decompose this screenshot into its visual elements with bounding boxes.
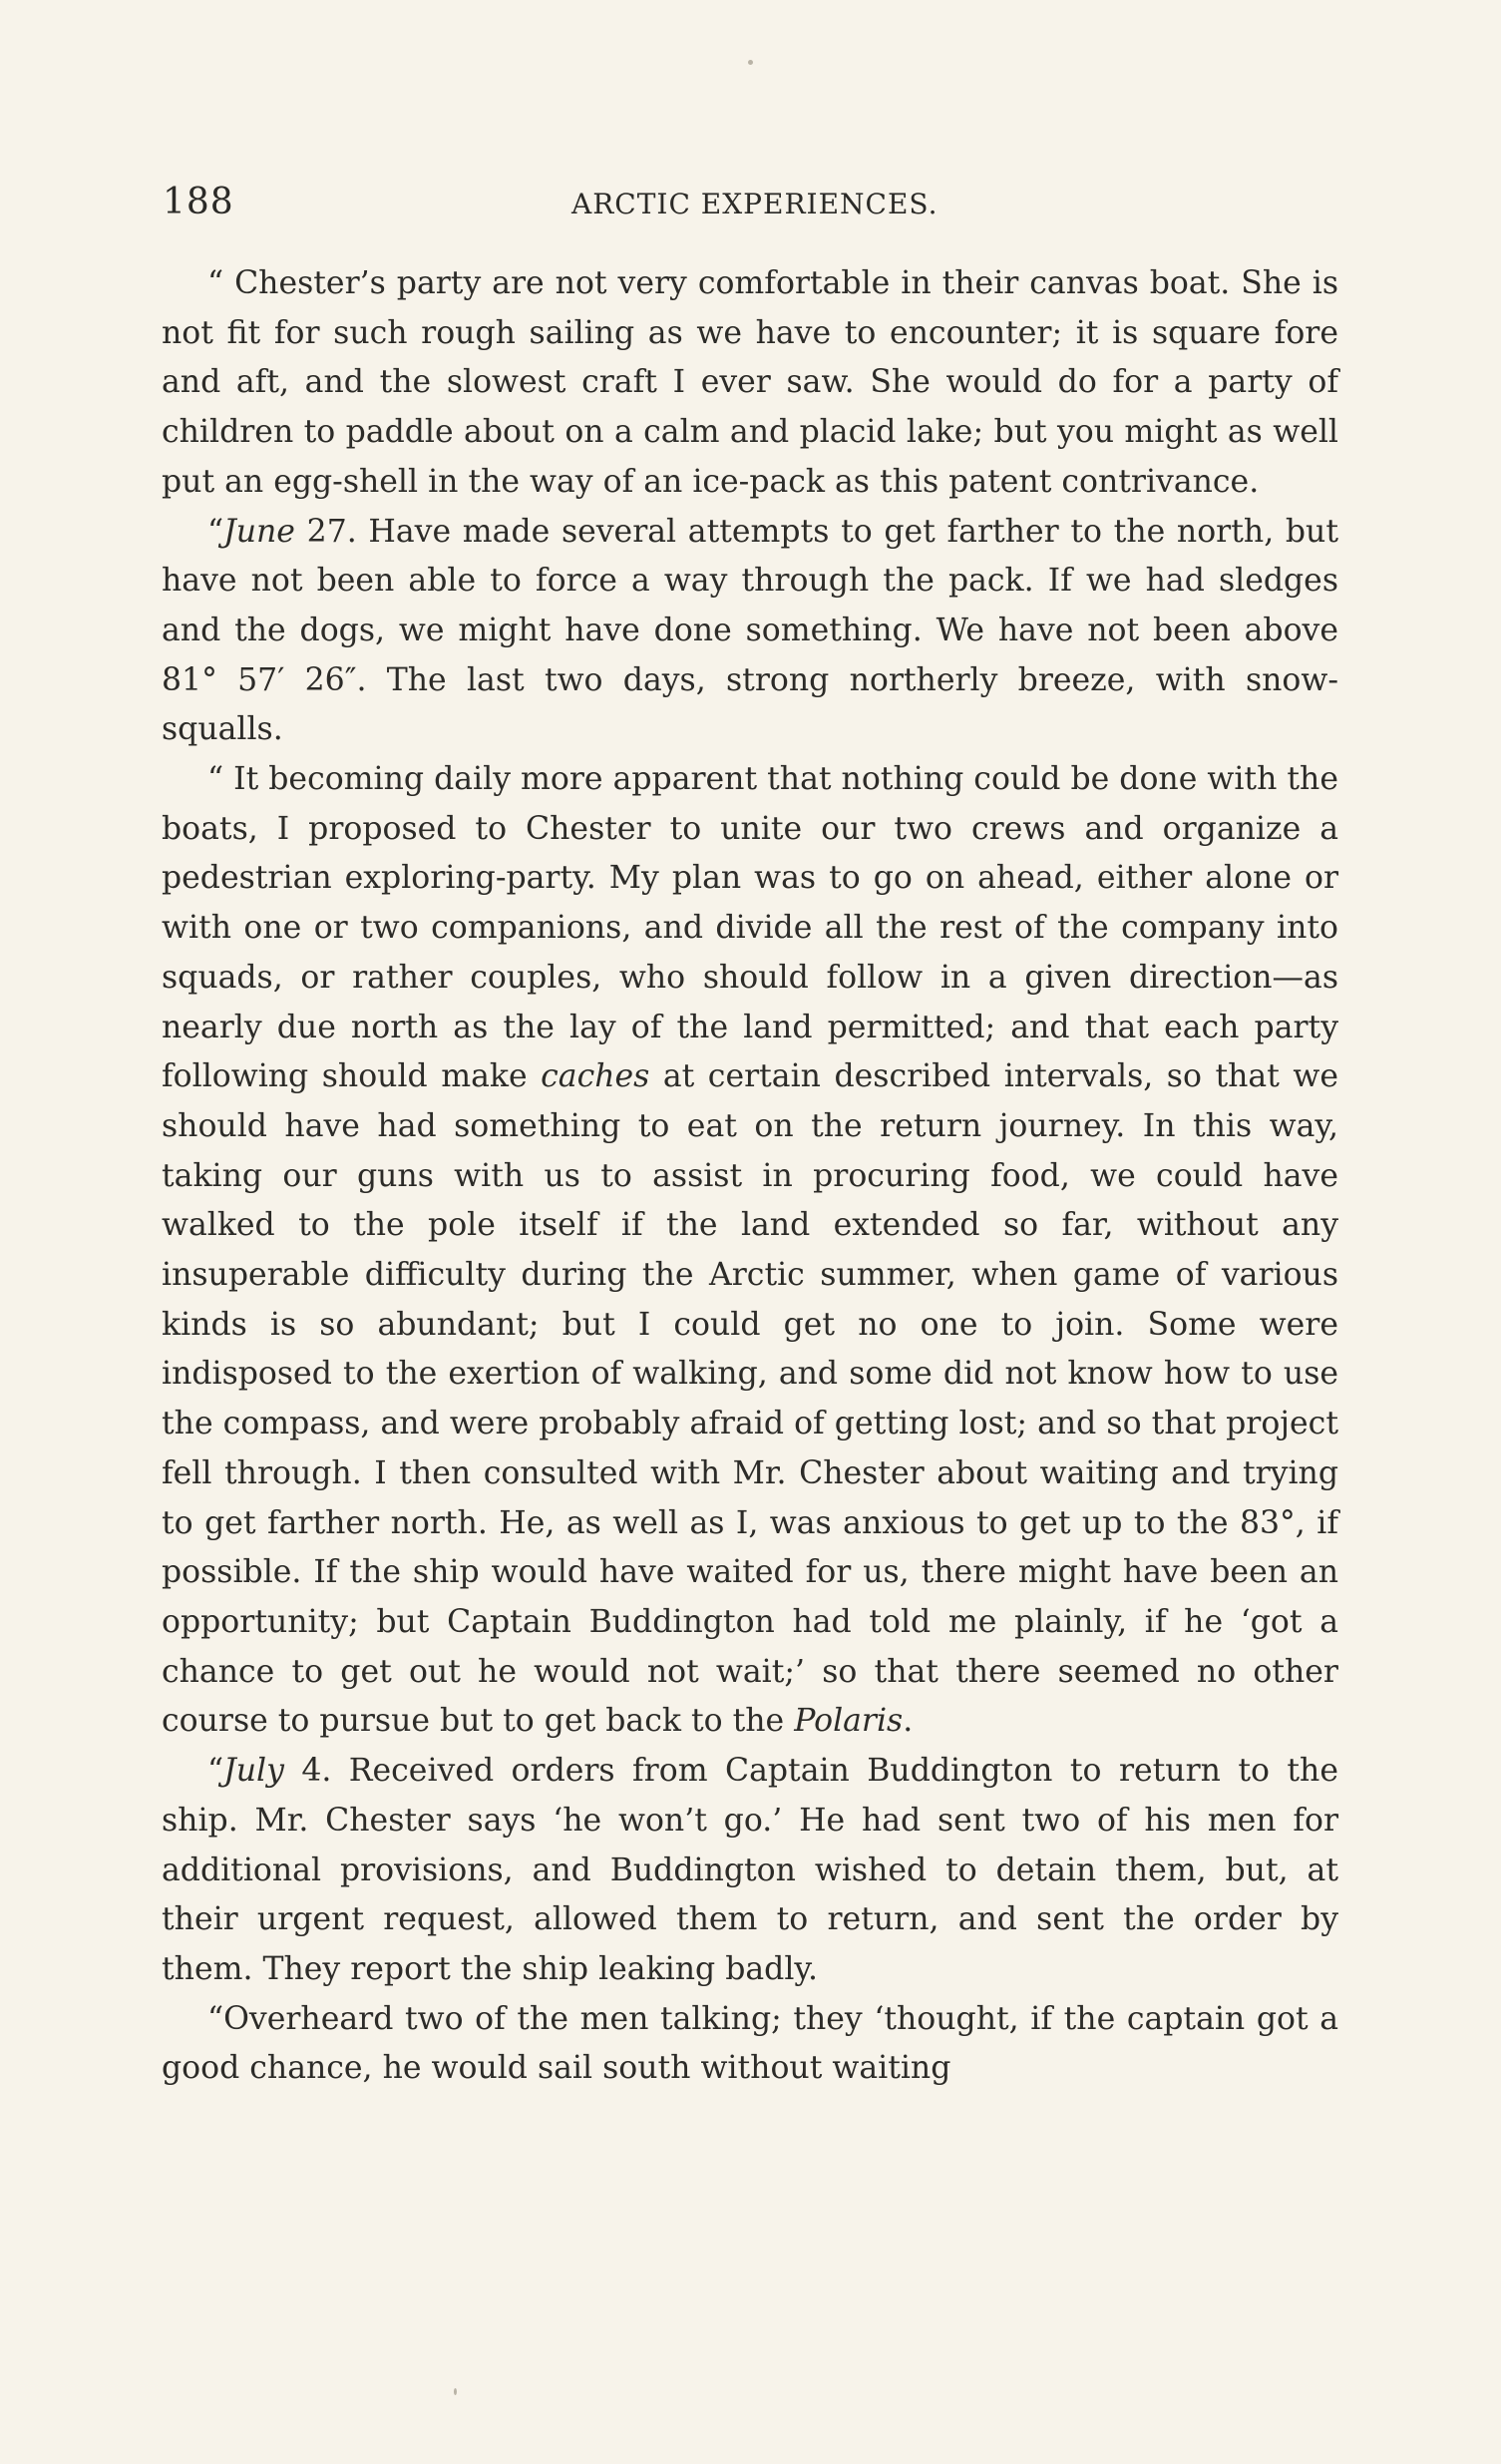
open-quote: “ [207,513,224,550]
italic-word: caches [541,1058,650,1095]
date-italic: July [223,1753,284,1790]
paragraph-text: 27. Have made several attempts to get farther to the north, but have not been able to force a way through the pack. If we had sledges and the dogs, we might have done something. We have not been above 81° 57′ 26″. The last two days, strong northerly breeze, with snow-squalls. [162,513,1338,748]
paragraph-text: “ Chester’s party are not very comfortable in their canvas boat. She is not fit for such rough sailing as we have to encounter; it is square fore and aft, and the slowest craft I ever saw. She would do for a party of children to paddle about on a calm and placid lake; but you might as well put an egg-shell in the way of an ice-pack as this patent contrivance. [162,265,1338,500]
date-italic: June [223,513,295,550]
page-header [163,182,1339,241]
paragraph-text: . [903,1703,914,1740]
paragraph-text: 4. Received orders from Captain Buddington to return to the ship. Mr. Chester says ‘he won’t go.’ He had sent two of his men for additional provisions, and Buddington wished to detain them, but, at their urgent request, allowed them to return, and sent the order by them. They report the ship leaking badly. [162,1753,1338,1987]
page-number: 188 [163,182,234,222]
paragraph-text: at certain described intervals, so that we should have had something to eat on the return journey. In this way, taking our guns with us to assist in procuring food, we could have walked to the pole itself if the land extended so far, without any insuperable difficulty during the Arctic summer, when game of various kinds is so abundant; but I could get no one to join. Some were indisposed to the exertion of walking, and some did not know how to use the compass, and were probably afraid of getting lost; and so that project fell through. I then consulted with Mr. Chester about waiting and trying to get farther north. He, as well as I, was anxious to get up to the 83°, if possible. If the ship would have waited for us, there might have been an opportunity; but Captain Buddington had told me plainly, if he ‘got a chance to get out he would not wait;’ so that there seemed no other course to pursue but to get back to the [162,1058,1338,1740]
paper-speck [748,60,753,65]
paragraph [162,259,1338,508]
paragraph [162,508,1338,756]
paragraph-text: “ It becoming daily more apparent that nothing could be done with the boats, I proposed to Chester to unite our two crews and organize a pedestrian exploring-party. My plan was to go on ahead, either alone or with one or two companions, and divide all the rest of the company into squads, or rather couples, who should follow in a given direction—as nearly due north as the lay of the land permitted; and that each party following should make [162,761,1338,1095]
paragraph-text: “Overheard two of the men talking; they ‘thought, if the captain got a good chance, he would sail south without waiting [162,2000,1338,2087]
ship-name: Polaris [794,1703,904,1740]
running-title: ARCTIC EXPERIENCES. [571,188,938,220]
paragraph [162,1995,1338,2094]
body-text [162,259,1338,2094]
paper-speck [454,2388,457,2395]
paragraph [162,1747,1338,1995]
paragraph [162,755,1338,1747]
open-quote: “ [207,1753,224,1790]
